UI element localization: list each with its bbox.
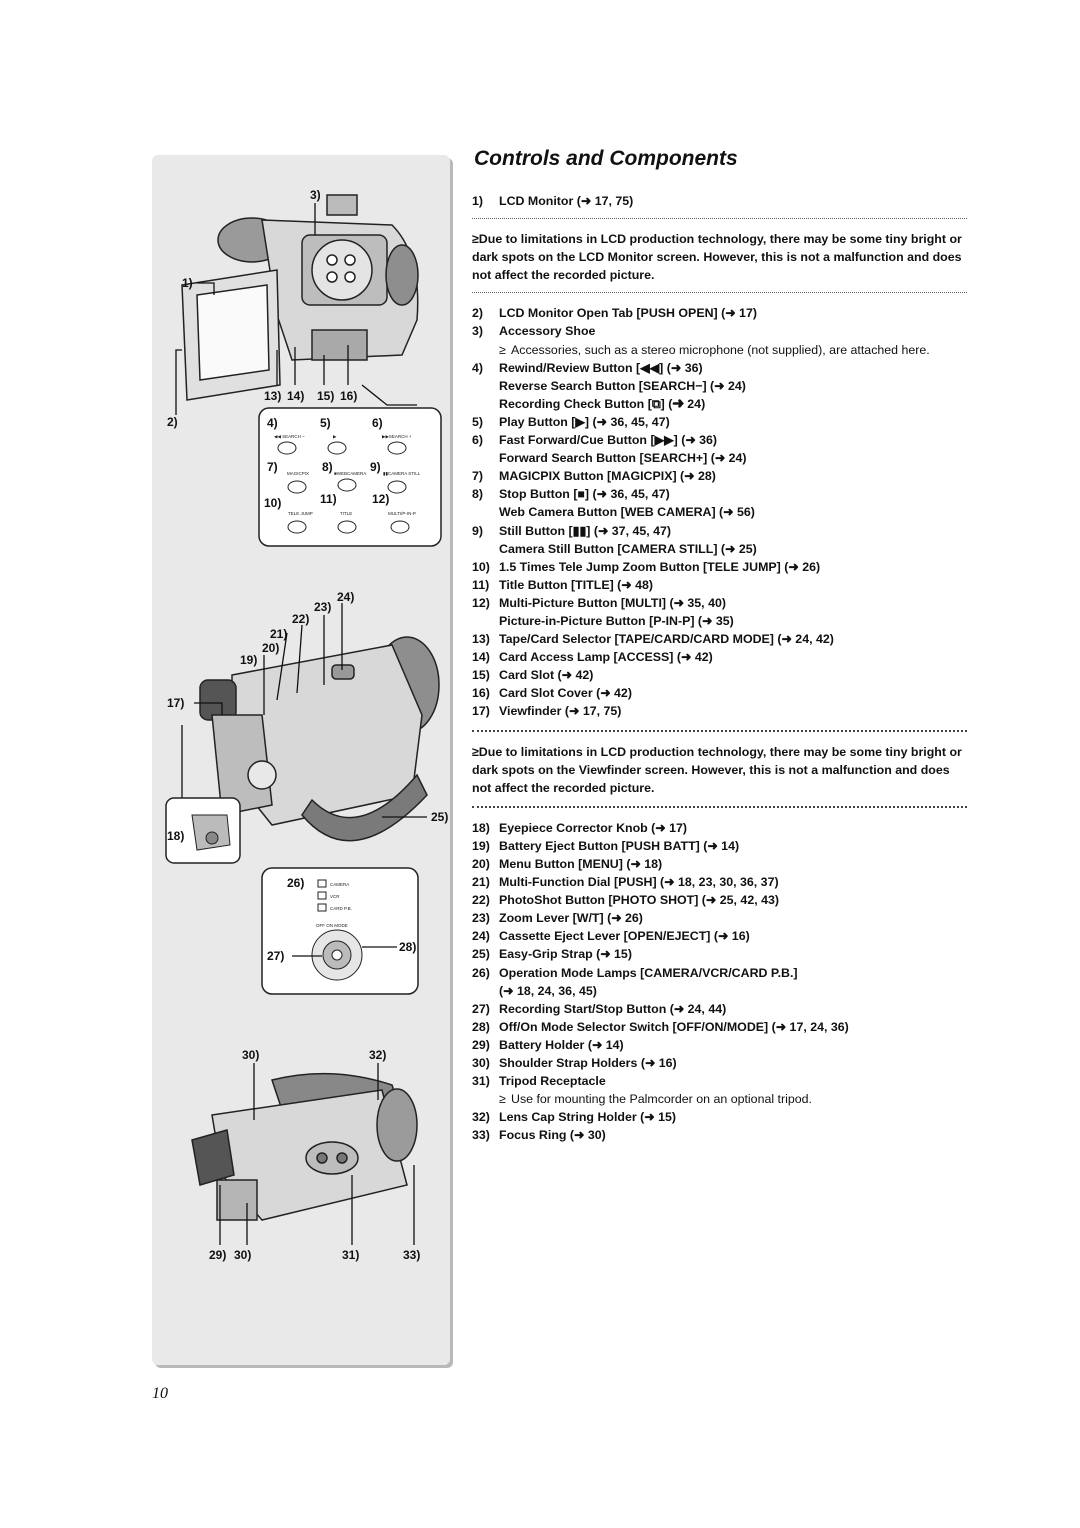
list-item: 32) Lens Cap String Holder (➜ 15) — [472, 1110, 676, 1125]
callout-31: 31) — [342, 1248, 360, 1262]
tele-jump-label: TELE JUMP — [288, 511, 313, 516]
callout-30-top: 30) — [242, 1048, 260, 1062]
vcr-lamp-label: VCR — [330, 894, 340, 899]
list-subitem: Recording Check Button [⧉] (➜ 24) — [499, 396, 706, 411]
item-note: ≥ Accessories, such as a stereo microphone (not supplied), are attached here. — [499, 342, 930, 357]
list-item: 20) Menu Button [MENU] (➜ 18) — [472, 857, 663, 871]
camera-bottom-figure — [192, 1074, 417, 1220]
callout-21: 21) — [270, 627, 288, 641]
list-subitem: Forward Search Button [SEARCH+] (➜ 24) — [499, 451, 747, 466]
list-item: 25) Easy-Grip Strap (➜ 15) — [472, 947, 632, 962]
callout-9: 9) — [370, 460, 381, 474]
callout-11: 11) — [320, 492, 337, 506]
list-subitem: Reverse Search Button [SEARCH−] (➜ 24) — [499, 378, 746, 393]
list-subitem: Web Camera Button [WEB CAMERA] (➜ 56) — [499, 505, 755, 520]
list-item: 10) 1.5 Times Tele Jump Zoom Button [TELE JUMP] (➜ 26) — [472, 559, 821, 574]
button-panel-inset — [259, 408, 441, 546]
callout-8: 8) — [322, 460, 333, 474]
list-item: 33) Focus Ring (➜ 30) — [472, 1128, 606, 1143]
search-minus-label: ◀◀ SEARCH – — [274, 434, 305, 439]
callout-19: 19) — [240, 653, 258, 667]
list-item: 4) Rewind/Review Button [◀◀] (➜ 36) — [472, 360, 703, 375]
camcorder-illustrations — [152, 155, 450, 1365]
list-item: 19) Battery Eject Button [PUSH BATT] (➜ 14) — [472, 838, 740, 853]
list-item: 30) Shoulder Strap Holders (➜ 16) — [472, 1056, 677, 1071]
list-subitem: (➜ 18, 24, 36, 45) — [499, 983, 597, 998]
list-item: 3) Accessory Shoe — [472, 324, 596, 339]
page-number: 10 — [152, 1385, 168, 1402]
list-item: 5) Play Button [▶] (➜ 36, 45, 47) — [472, 414, 670, 429]
callout-14: 14) — [287, 389, 305, 403]
list-item: 29) Battery Holder (➜ 14) — [472, 1037, 624, 1052]
list-subitem: Picture-in-Picture Button [P-IN-P] (➜ 35) — [499, 613, 734, 628]
callout-28: 28) — [399, 940, 417, 954]
illustration-panel — [152, 155, 450, 1365]
page-title: Controls and Components — [474, 147, 738, 170]
list-item: 26) Operation Mode Lamps [CAMERA/VCR/CARD P.B.] — [472, 965, 798, 980]
callout-12: 12) — [372, 492, 390, 506]
camera-still-label: ▮▮CAMERA STILL — [383, 471, 421, 476]
divider — [472, 292, 967, 293]
callout-23: 23) — [314, 600, 332, 614]
list-item: 21) Multi-Function Dial [PUSH] (➜ 18, 23, 30, 36, 37) — [472, 875, 779, 890]
title-label: TITLE — [340, 511, 353, 516]
callout-5: 5) — [320, 416, 331, 430]
list-item: 6) Fast Forward/Cue Button [▶▶] (➜ 36) — [472, 433, 718, 448]
list-item: 28) Off/On Mode Selector Switch [OFF/ON/MODE] (➜ 17, 24, 36) — [472, 1019, 849, 1034]
list-item: 31) Tripod Receptacle — [472, 1074, 606, 1089]
divider — [472, 730, 967, 732]
list-item: 27) Recording Start/Stop Button (➜ 24, 44) — [472, 1001, 727, 1016]
search-plus-label: ▶▶SEARCH + — [382, 434, 412, 439]
callout-25: 25) — [431, 810, 449, 824]
callout-29: 29) — [209, 1248, 227, 1262]
callout-20: 20) — [262, 641, 280, 655]
camera-front-figure — [182, 195, 418, 400]
list-item: 24) Cassette Eject Lever [OPEN/EJECT] (➜ 16) — [472, 929, 750, 944]
callout-10: 10) — [264, 496, 282, 510]
list-item: 15) Card Slot (➜ 42) — [472, 668, 594, 683]
callout-13: 13) — [264, 389, 282, 403]
callout-27: 27) — [267, 949, 285, 963]
list-item: 14) Card Access Lamp [ACCESS] (➜ 42) — [472, 650, 713, 665]
callout-17: 17) — [167, 696, 185, 710]
camera-lamp-label: CAMERA — [330, 882, 350, 887]
list-item: 9) Still Button [▮▮] (➜ 37, 45, 47) — [472, 523, 672, 538]
magicpix-label: MAGICPIX — [287, 471, 310, 476]
callout-7: 7) — [267, 460, 278, 474]
callout-15: 15) — [317, 389, 335, 403]
callout-26: 26) — [287, 876, 305, 890]
list-item: 2) LCD Monitor Open Tab [PUSH OPEN] (➜ 17) — [472, 306, 757, 321]
list-item: 12) Multi-Picture Button [MULTI] (➜ 35, 40) — [472, 595, 726, 610]
mode-lamp-inset — [262, 868, 418, 994]
callout-33: 33) — [403, 1248, 421, 1262]
callout-2: 2) — [167, 415, 178, 429]
warning-note: ≥Due to limitations in LCD production technology, there may be some tiny bright or dark spots on the Viewfinder screen. However, this is not a malfunction and does not affect the recorded picture. — [472, 744, 962, 795]
item-note: ≥ Use for mounting the Palmcorder on an optional tripod. — [499, 1092, 812, 1107]
webcamera-label: ■WEBCAMERA — [334, 471, 367, 476]
callout-16: 16) — [340, 389, 358, 403]
callout-3: 3) — [310, 188, 321, 202]
list-item: 11) Title Button [TITLE] (➜ 48) — [472, 577, 654, 592]
list-subitem: Camera Still Button [CAMERA STILL] (➜ 25) — [499, 541, 757, 556]
list-item: 22) PhotoShot Button [PHOTO SHOT] (➜ 25, 42, 43) — [472, 893, 779, 908]
callout-6: 6) — [372, 416, 383, 430]
list-item: 7) MAGICPIX Button [MAGICPIX] (➜ 28) — [472, 469, 716, 484]
list-item: 13) Tape/Card Selector [TAPE/CARD/CARD MODE] (➜ 24, 42) — [472, 632, 834, 647]
list-item: 8) Stop Button [■] (➜ 36, 45, 47) — [472, 487, 670, 502]
callout-18: 18) — [167, 829, 185, 843]
callout-32: 32) — [369, 1048, 387, 1062]
list-item: 23) Zoom Lever [W/T] (➜ 26) — [472, 911, 643, 926]
mode-dial-label: OFF ON MODE — [316, 923, 348, 928]
list-item: 17) Viewfinder (➜ 17, 75) — [472, 704, 622, 719]
divider — [472, 218, 967, 219]
callout-1: 1) — [182, 276, 193, 290]
callout-24: 24) — [337, 590, 355, 604]
card-lamp-label: CARD P.B. — [330, 906, 352, 911]
callout-4: 4) — [267, 416, 278, 430]
divider — [472, 806, 967, 808]
components-list — [472, 192, 967, 1145]
list-item: 1) LCD Monitor (➜ 17, 75) — [472, 194, 634, 208]
callout-30-bottom: 30) — [234, 1248, 252, 1262]
play-label: ▶ — [333, 434, 337, 439]
callout-22: 22) — [292, 612, 310, 626]
warning-note: ≥Due to limitations in LCD production technology, there may be some tiny bright or dark spots on the LCD Monitor screen. However, this is not a malfunction and does not affect the recorded picture. — [472, 232, 962, 283]
multi-label: MULTI/P-IN-P — [388, 511, 416, 516]
list-item: 18) Eyepiece Corrector Knob (➜ 17) — [472, 820, 688, 835]
list-item: 16) Card Slot Cover (➜ 42) — [472, 686, 632, 701]
